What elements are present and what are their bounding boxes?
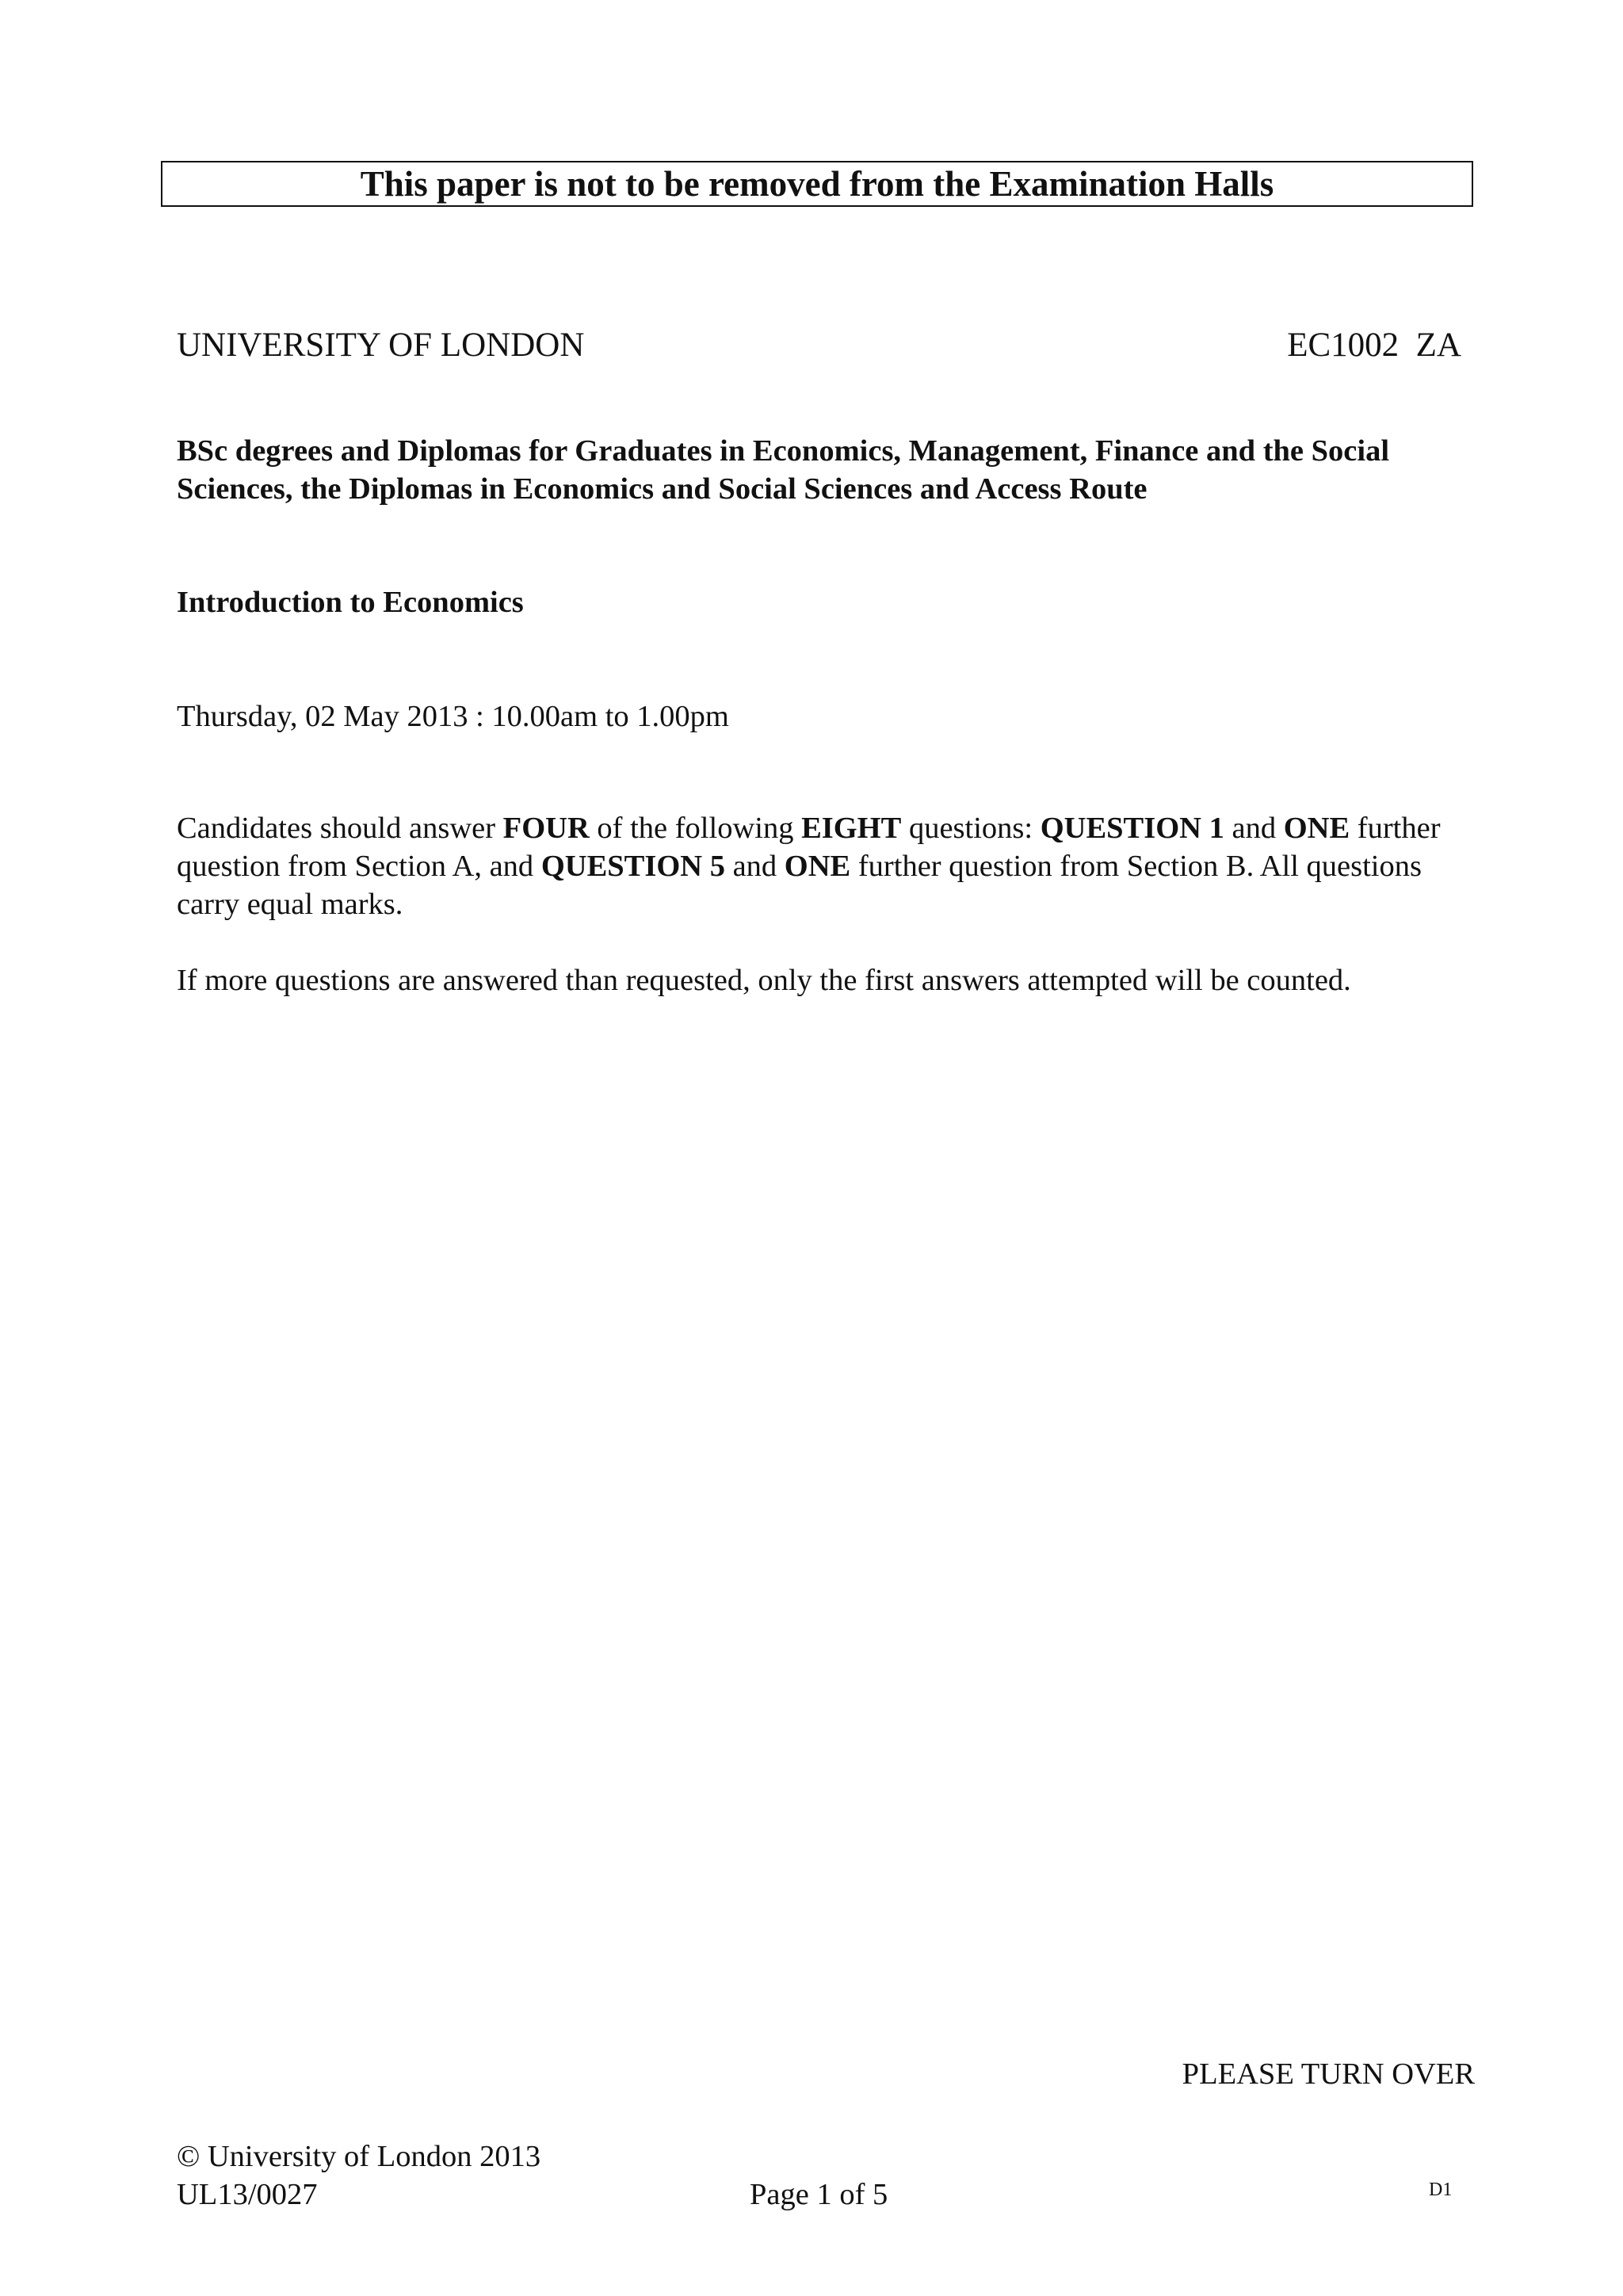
- degree-programmes: BSc degrees and Diplomas for Graduates in Economics, Management, Finance and the Social Sciences, the Diplomas in Economics and Social Sciences and Access Route: [177, 434, 1390, 506]
- copyright-line: © University of London 2013: [177, 2140, 541, 2173]
- course-title: Introduction to Economics: [177, 586, 524, 619]
- instr-bold-four: FOUR: [502, 812, 590, 845]
- instr-bold-one-b: ONE: [784, 850, 851, 883]
- exam-date-time: Thursday, 02 May 2013 : 10.00am to 1.00pm: [177, 700, 729, 733]
- extra-answers-note: If more questions are answered than requested, only the first answers attempted will be counted.: [177, 964, 1351, 997]
- removal-notice-text: This paper is not to be removed from the Examination Halls: [360, 163, 1274, 204]
- instr-text-3: questions:: [901, 812, 1041, 845]
- instr-bold-one-a: ONE: [1283, 812, 1350, 845]
- instr-bold-question-5: QUESTION 5: [540, 850, 725, 883]
- page-number: Page 1 of 5: [750, 2178, 888, 2211]
- instr-text-5: further question from Section A, and: [177, 812, 1441, 883]
- instr-bold-question-1: QUESTION 1: [1040, 812, 1224, 845]
- turn-over-notice: PLEASE TURN OVER: [1182, 2057, 1475, 2091]
- instr-text-6: and: [724, 850, 785, 883]
- removal-notice-box: [161, 161, 1473, 207]
- print-mark: D1: [1429, 2179, 1453, 2200]
- instr-text-2: of the following: [589, 812, 802, 845]
- instr-text-1: Candidates should answer: [177, 812, 503, 845]
- instr-text-4: and: [1224, 812, 1284, 845]
- paper-code: EC1002 ZA: [1287, 327, 1461, 364]
- university-name: UNIVERSITY OF LONDON: [177, 327, 585, 364]
- instr-bold-eight: EIGHT: [801, 812, 902, 845]
- paper-reference: UL13/0027: [177, 2178, 318, 2211]
- instr-text-7: further question from Section B. All questions carry equal marks.: [177, 850, 1422, 921]
- exam-instructions: [177, 809, 1484, 923]
